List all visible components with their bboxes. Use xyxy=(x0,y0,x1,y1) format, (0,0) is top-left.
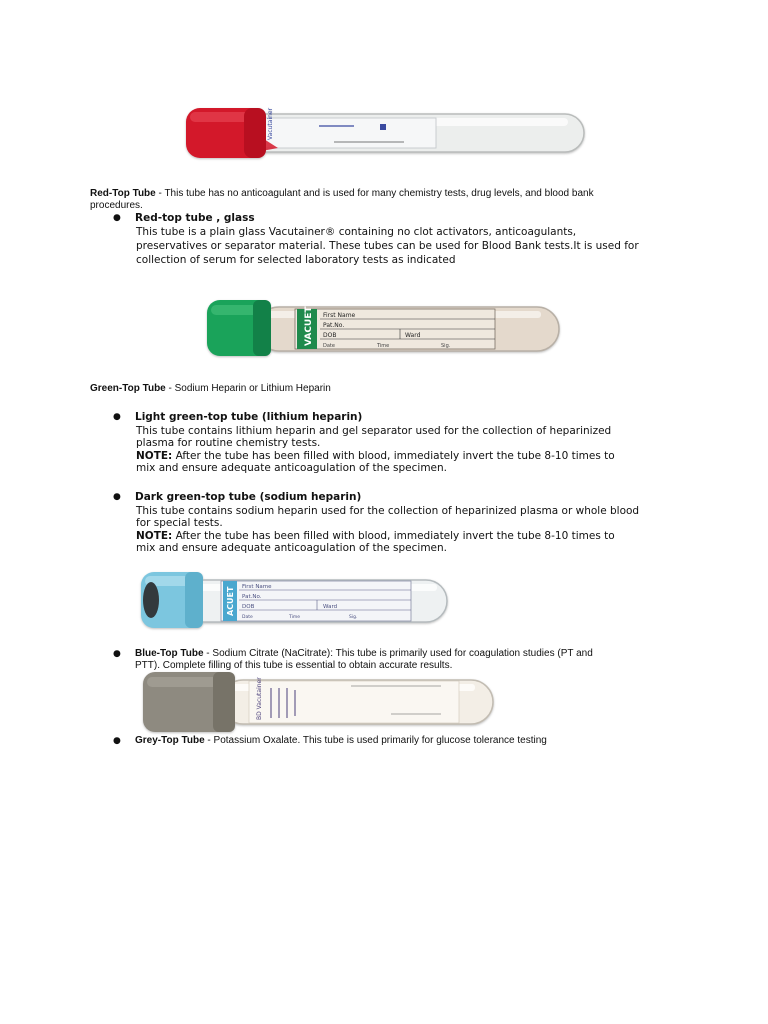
field-pat-no: Pat.No. xyxy=(323,322,345,329)
field-date: Date xyxy=(323,343,335,349)
bullet-icon: ● xyxy=(113,213,121,223)
dark-green-line1: This tube contains sodium heparin used for the collection of heparinized plasma or whole blood xyxy=(136,505,640,517)
tube-brand-text: VACUET xyxy=(304,306,314,346)
dark-green-line2: for special tests. xyxy=(136,517,223,529)
blue-top-line2: PTT). Complete filling of this tube is essential to obtain accurate results. xyxy=(135,660,453,671)
field-time: Time xyxy=(289,615,301,620)
green-top-heading: Green-Top Tube xyxy=(90,383,166,394)
light-green-note xyxy=(136,450,615,463)
bullet-icon: ● xyxy=(113,412,121,422)
field-first-name: First Name xyxy=(242,584,272,590)
field-first-name: First Name xyxy=(323,312,356,319)
bullet-icon: ● xyxy=(113,492,121,502)
field-ward: Ward xyxy=(405,332,421,339)
green-top-intro xyxy=(90,383,331,395)
bullet-icon: ● xyxy=(113,649,121,659)
blue-top-heading: Blue-Top Tube xyxy=(135,648,204,659)
tube-label-text: Vacutainer xyxy=(267,107,274,140)
tube-label-text: BD Vacutainer xyxy=(256,677,263,720)
field-dob: DOB xyxy=(242,604,255,610)
red-top-intro-line2: procedures. xyxy=(90,200,143,211)
blue-top-text: - Sodium Citrate (NaCitrate): This tube is primarily used for coagulation studies (PT and xyxy=(203,648,593,659)
grey-top-text: - Potassium Oxalate. This tube is used primarily for glucose tolerance testing xyxy=(204,735,547,746)
field-ward: Ward xyxy=(323,604,338,610)
grey-top-heading: Grey-Top Tube xyxy=(135,735,205,746)
green-top-intro-text: - Sodium Heparin or Lithium Heparin xyxy=(165,383,331,394)
field-sig: Sig. xyxy=(349,615,358,620)
grey-top-tube-image xyxy=(141,670,497,734)
red-top-body-line3: collection of serum for selected laboratory tests as indicated xyxy=(136,254,456,266)
field-sig: Sig. xyxy=(441,343,451,349)
field-time: Time xyxy=(377,343,390,349)
green-top-tube-image xyxy=(205,298,563,358)
field-pat-no: Pat.No. xyxy=(242,594,262,600)
field-dob: DOB xyxy=(323,332,337,339)
dark-green-note-line2: mix and ensure adequate anticoagulation of the specimen. xyxy=(136,542,448,554)
dark-green-title: Dark green-top tube (sodium heparin) xyxy=(135,491,362,503)
red-top-intro-text: - This tube has no anticoagulant and is used for many chemistry tests, drug levels, and blood bank xyxy=(155,188,594,199)
light-green-line2: plasma for routine chemistry tests. xyxy=(136,437,321,449)
red-top-intro xyxy=(90,188,730,200)
red-top-glass-title: Red-top tube , glass xyxy=(135,212,255,224)
grey-top-line1 xyxy=(135,735,547,747)
light-green-title: Light green-top tube (lithium heparin) xyxy=(135,411,363,423)
light-green-note-text: After the tube has been filled with blood, immediately invert the tube 8-10 times to xyxy=(172,450,615,462)
light-green-line1: This tube contains lithium heparin and gel separator used for the collection of heparinized xyxy=(136,425,612,437)
red-top-body-line1: This tube is a plain glass Vacutainer® containing no clot activators, anticoagulants, xyxy=(136,226,577,238)
red-top-heading: Red-Top Tube xyxy=(90,188,156,199)
dark-green-note xyxy=(136,530,615,543)
light-green-note-line2: mix and ensure adequate anticoagulation of the specimen. xyxy=(136,462,448,474)
red-top-tube-image xyxy=(184,104,588,162)
bullet-icon: ● xyxy=(113,736,121,746)
note-label: NOTE: xyxy=(136,530,173,542)
blue-top-line1 xyxy=(135,648,735,660)
note-label: NOTE: xyxy=(136,450,173,462)
tube-brand-text: ACUET xyxy=(226,586,235,616)
field-date: Date xyxy=(242,615,253,620)
blue-top-tube-image xyxy=(139,570,451,630)
dark-green-note-text: After the tube has been filled with blood, immediately invert the tube 8-10 times to xyxy=(172,530,615,542)
red-top-body-line2: preservatives or separator material. These tubes can be used for Blood Bank tests.It is used for xyxy=(136,240,639,252)
